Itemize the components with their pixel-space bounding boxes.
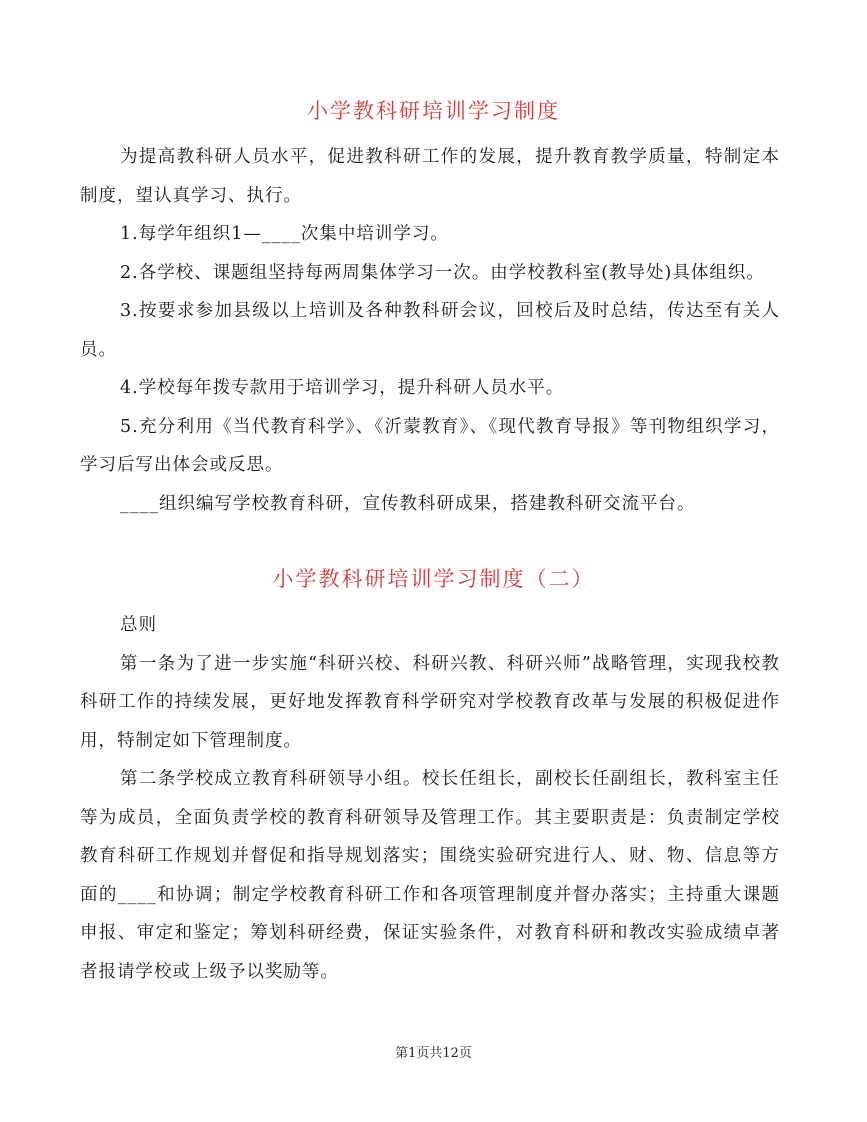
paragraph-item-6: ____组织编写学校教育科研，宣传教科研成果，搭建教科研交流平台。 bbox=[120, 493, 696, 514]
paragraph-intro: 为提高教科研人员水平，促进教科研工作的发展，提升教育教学质量，特制定本制度，望认真学习、执行。 bbox=[80, 147, 780, 206]
paragraph-article-2: 第二条学校成立教育科研领导小组。校长任组长，副校长任副组长，教科室主任等为成员，全面负责学校的教育科研领导及管理工作。其主要职责是：负责制定学校教育科研工作规划并督促和指导规划落实；围绕实验研究进行人、财、物、信息等方面的____和协调；制定学校教育科研工作和各项管理制度并督办落实；主持重大课题申报、审定和鉴定；筹划科研经费，保证实验条件，对教育科研和教改实验成绩卓著者报请学校或上级予以奖励等。 bbox=[80, 769, 780, 982]
paragraph-item-5: 5.充分利用《当代教育科学》、《沂蒙教育》、《现代教育导报》等刊物组织学习，学习后写出体会或反思。 bbox=[80, 416, 780, 475]
paragraph-item-4: 4.学校每年拨专款用于培训学习，提升科研人员水平。 bbox=[120, 378, 565, 398]
paragraph-item-1: 1.每学年组织1—____次集中培训学习。 bbox=[120, 224, 449, 244]
section-1-body bbox=[80, 138, 780, 523]
page-number-footer: 第1页共12页 bbox=[395, 1046, 472, 1061]
section-2-body bbox=[80, 606, 780, 991]
section-2-title: 小学教科研培训学习制度（二） bbox=[272, 567, 595, 591]
document-title: 小学教科研培训学习制度 bbox=[307, 99, 560, 123]
paragraph-item-3: 3.按要求参加县级以上培训及各种教科研会议，回校后及时总结，传达至有关人员。 bbox=[80, 301, 780, 360]
paragraph-item-2: 2.各学校、课题组坚持每两周集体学习一次。由学校教科室(教导处)具体组织。 bbox=[120, 262, 765, 283]
paragraph-general: 总则 bbox=[120, 615, 157, 635]
paragraph-article-1: 第一条为了进一步实施“科研兴校、科研兴教、科研兴师”战略管理，实现我校教科研工作的持续发展，更好地发挥教育科学研究对学校教育改革与发展的积极促进作用，特制定如下管理制度。 bbox=[80, 653, 780, 751]
